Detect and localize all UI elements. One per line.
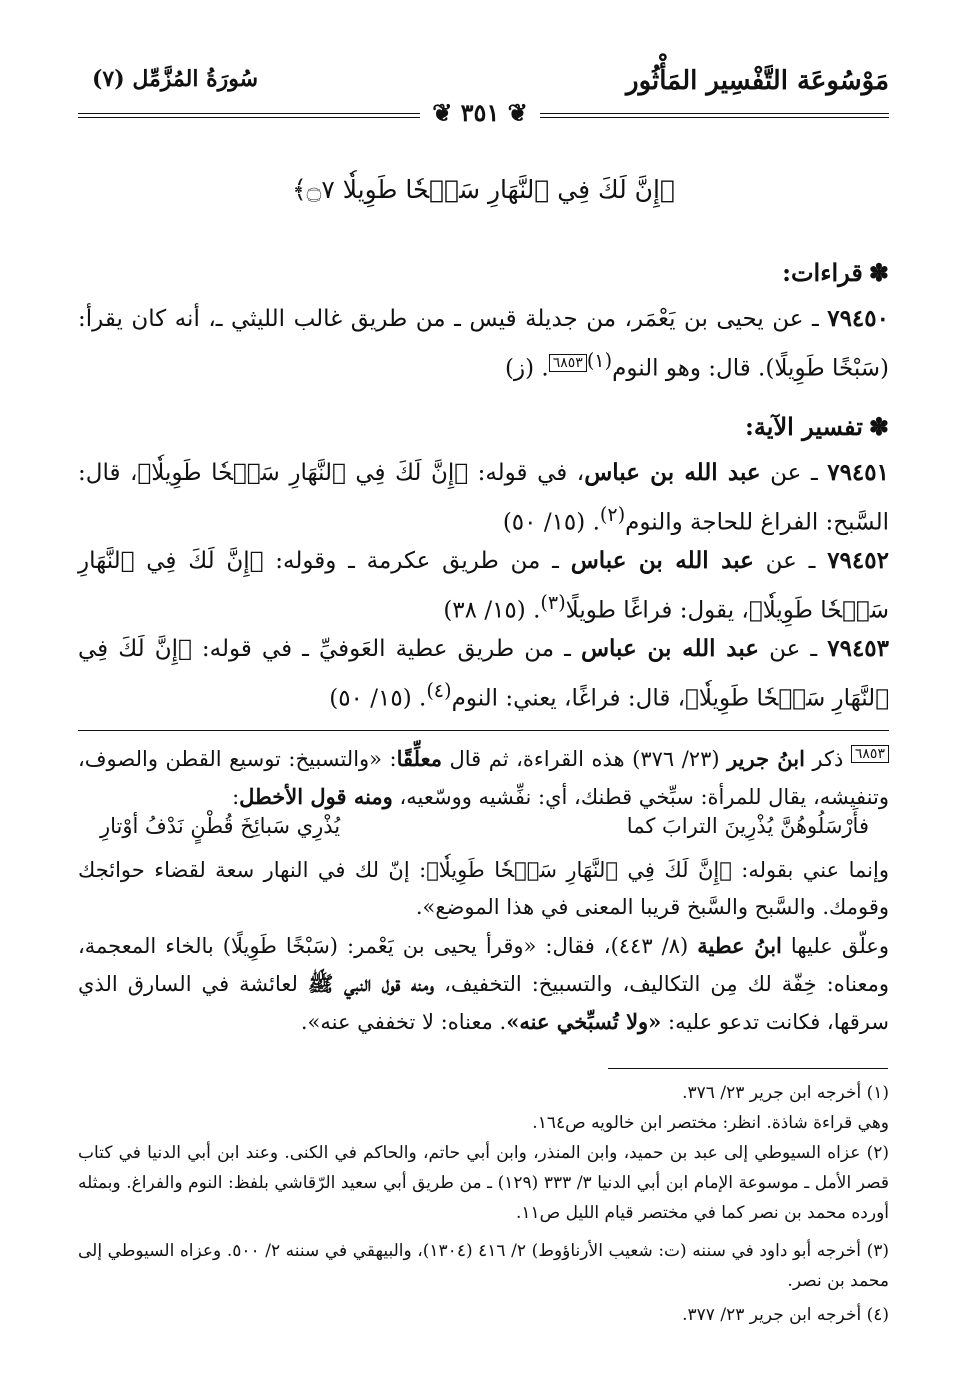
section-title-readings: ✽قراءات: [782, 258, 889, 287]
footnote-ref: (٢) [599, 503, 626, 526]
footnote: (٤) أخرجه ابن جرير ٢٣/ ٣٧٧. [682, 1305, 889, 1325]
section-divider [78, 730, 889, 731]
footnote-ref: (١) [586, 349, 613, 372]
narration-entry: ٧٩٤٥٢ ـ عن عبد الله بن عباس ـ من طريق عكرمة ـ وقوله: ﴿إِنَّ لَكَ فِي ٱلنَّهَارِ سَبۡحٗا طَوِيلٗا﴾، يقول: فراغًا طويلًا$^{(٣)}$. (١٥/ ٣٨) [78, 547, 889, 624]
narration-entry: ٧٩٤٥١ ـ عن عبد الله بن عباس، في قوله: ﴿إِنَّ لَكَ فِي ٱلنَّهَارِ سَبۡحٗا طَوِيلٗا﴾، قال: السَّبح: الفراغ للحاجة والنوم$^{(٢)}$. (١٥/ ٥٠) [78, 459, 889, 536]
poem-hemistich-left: يُذْرِي سَبائِخَ قُطْنٍ نَدْفُ أوْتارِ [100, 814, 341, 838]
footnote-ref: (٤) [426, 679, 452, 702]
cross-ref-box: ٦٨٥٣ [851, 745, 889, 763]
section-title-tafsir: ✽تفسير الآية: [745, 412, 889, 441]
flower-ornament-icon: ✽ [868, 258, 889, 287]
ornament-icon: ❦ [499, 98, 528, 127]
cross-ref-box: ٦٨٥٣ [549, 354, 587, 372]
footnote: وهي قراءة شاذة. انظر: مختصر ابن خالويه ص١٦٤. [532, 1113, 889, 1133]
footnote: (٣) أخرجه أبو داود في سننه (ت: شعيب الأرناؤوط) ٢/ ٤١٦ (١٣٠٤)، والبيهقي في سننه ٢/ ٥٠٠. وعزاه السيوطي إلى محمد بن نصر. [78, 1241, 890, 1291]
footnote-ref: (٣) [540, 591, 566, 614]
narration-entry: ٧٩٤٥٠ ـ عن يحيى بن يَعْمَر، من جديلة قيس ـ من طريق غالب الليثي ـ، أنه كان يقرأ: (سَبْخًا طَوِيلًا). قال: وهو النوم$^{(١)}$٦٨٥٣. (ز) [78, 305, 889, 382]
ornament-icon: ❦ [432, 98, 461, 127]
commentary-paragraph: ٦٨٥٣ ذكر ابنُ جرير (٢٣/ ٣٧٦) هذه القراءة، ثم قال معلِّقًا: «والتسبيخ: توسيع القطن والصوف، وتنفيشه، يقال للمرأة: سبِّخي قطنك، أي: نفِّشيه ووسّعيه، ومنه قول الأخطل: [78, 746, 889, 809]
footnote-divider [608, 1068, 888, 1069]
page-number: ❦ ٣٥١ ❦ [420, 98, 540, 127]
quran-verse: ﴿إِنَّ لَكَ فِي ٱلنَّهَارِ سَبۡحٗا طَوِيلٗا ۝٧﴾ [292, 175, 675, 204]
surah-header: سُورَةُ المُزَّمِّل (٧) [92, 66, 259, 92]
poem-hemistich-right: فأَرْسَلُوهُنَّ يُذْرِينَ الترابَ كما [626, 814, 869, 838]
commentary-paragraph: وإنما عني بقوله: ﴿إِنَّ لَكَ فِي ٱلنَّهَارِ سَبۡحٗا طَوِيلٗا﴾: إنّ لك في النهار سعة لقضاء حوائجك وقومك. والسَّبح والسَّبخ قريبا المعنى في هذا الموضع». [78, 858, 889, 919]
book-title-header: مَوْسُوعَة التَّفْسِير المَأْثُور [626, 66, 889, 96]
footnote: (١) أخرجه ابن جرير ٢٣/ ٣٧٦. [682, 1083, 889, 1103]
flower-ornament-icon: ✽ [868, 412, 889, 441]
footnote: (٢) عزاه السيوطي إلى عبد بن حميد، وابن المنذر، وابن أبي حاتم، والحاكم في الكنى. وعند ابن أبي الدنيا في كتاب قصر الأمل ـ موسوعة الإمام ابن أبي الدنيا ٣/ ٣٣٣ (١٢٩) ـ من طريق أبي سعيد الرّقاشي بلفظ: النوم والفراغ. وبمثله أورده محمد بن نصر كما في مختصر قيام الليل ص١١. [78, 1143, 889, 1223]
narration-entry: ٧٩٤٥٣ ـ عن عبد الله بن عباس ـ من طريق عطية العَوفيِّ ـ في قوله: ﴿إِنَّ لَكَ فِي ٱلنَّهَارِ سَبۡحٗا طَوِيلٗا﴾، قال: فراغًا، يعني: النوم$^{(٤)}$. (١٥/ ٥٠) [78, 635, 890, 712]
commentary-paragraph: وعلّق عليها ابنُ عطية (٨/ ٤٤٣)، فقال: «وقرأ يحيى بن يَعْمر: (سَبْخًا طَوِيلًا) بالخاء المعجمة، ومعناه: خِفّة لك مِن التكاليف، والتسبيخ: التخفيف، ومنه قول النبي ﷺ لعائشة في السارق الذي سرقها، فكانت تدعو عليه: «ولا تُسبِّخي عنه». معناه: لا تخففي عنه». [78, 933, 889, 1034]
